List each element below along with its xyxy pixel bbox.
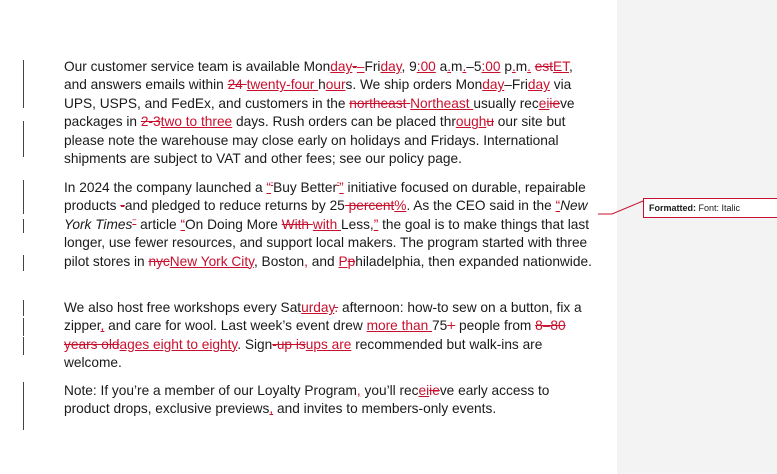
text-run: via UPS, USPS, and FedEx, and customers in the	[64, 77, 572, 111]
text-run: the goal is to make things that last longer, use fewer resources, and support local makers. The program started with three pilot stores in	[64, 216, 590, 269]
insertion: twenty-four	[246, 77, 319, 93]
deletion: "	[270, 182, 274, 189]
insertion: ,	[356, 383, 361, 398]
text-run: article	[136, 216, 181, 232]
insertion: :00	[416, 59, 436, 74]
paragraph-1[interactable]	[64, 58, 596, 168]
insertion: ”	[373, 216, 379, 232]
insertion: P	[338, 253, 348, 269]
change-bar	[23, 219, 24, 233]
deletion: ie	[549, 95, 561, 111]
insertion: two to three	[160, 114, 233, 130]
insertion: ei	[418, 383, 430, 398]
text-run: . As the CEO said in the	[406, 198, 556, 214]
insertion: %	[394, 198, 407, 214]
change-bar	[23, 60, 24, 108]
change-bar	[23, 300, 24, 316]
deletion: 2-3	[140, 114, 161, 130]
text-run: people from	[455, 318, 536, 334]
text-run: and care for wool. Last week’s event drew	[104, 318, 367, 334]
formatted-italic-text: New York Times	[64, 198, 588, 232]
deletion: +	[447, 318, 456, 334]
insertion: urday	[301, 300, 335, 315]
insertion: .	[511, 59, 516, 74]
insertion: :00	[481, 59, 501, 74]
text-run: days. Rush orders can be placed thr	[232, 114, 456, 130]
text-run: p	[500, 59, 512, 74]
formatting-balloon[interactable]	[643, 198, 777, 218]
text-run: hiladelphia, then expanded nationwide.	[355, 253, 592, 269]
insertion: ages eight to eighty	[119, 336, 238, 352]
text-run: Less,	[341, 216, 374, 232]
text-run: Buy Better	[273, 180, 338, 195]
text-run: , Boston	[253, 253, 305, 269]
text-run: Fri	[364, 59, 381, 74]
deletion: ie	[429, 383, 440, 398]
deletion: est	[534, 59, 554, 74]
paragraph-4[interactable]	[64, 382, 596, 419]
change-bar	[23, 382, 24, 430]
deletion: -up is	[272, 336, 306, 352]
text-run: a	[435, 59, 448, 74]
text-run: you’ll rec	[360, 383, 419, 398]
text-run: recommended but walk-ins are welcome.	[64, 336, 543, 371]
deletion: 24	[227, 77, 247, 93]
text-run: Our customer service team is available Mon	[64, 59, 331, 74]
markup-margin-pane	[617, 0, 777, 474]
insertion: ,	[269, 401, 274, 417]
insertion: .	[527, 59, 531, 74]
deletion: -	[120, 198, 125, 214]
deletion: northeast	[349, 95, 411, 111]
insertion: day	[482, 77, 505, 93]
text-run: afternoon: how-to sew on a button, fix a zipper	[64, 300, 582, 334]
text-run: and pledged to reduce returns by 25	[124, 198, 345, 214]
insertion: ei	[538, 95, 550, 111]
text-run: –Fri	[504, 77, 528, 93]
insertion: ET	[553, 59, 570, 74]
insertion: with	[312, 216, 341, 232]
insertion: ””	[132, 219, 137, 226]
insertion: New York City	[169, 253, 254, 269]
text-run: In 2024 the company launched a	[64, 180, 267, 195]
insertion: “	[555, 198, 561, 214]
change-bar	[23, 255, 24, 271]
text-run: On Doing More	[185, 216, 282, 232]
change-bar	[23, 318, 24, 336]
insertion: .	[447, 59, 452, 74]
balloon-label: Formatted:	[649, 203, 696, 213]
text-run: initiative focused on durable, repairable products	[64, 180, 586, 214]
change-bar	[23, 121, 24, 157]
insertion: “	[266, 180, 271, 195]
deletion: 8–80 years old	[64, 318, 566, 352]
text-run: ,	[569, 59, 573, 74]
text-run: ve packages in	[64, 95, 575, 130]
deletion: With	[281, 216, 313, 232]
insertion: day	[527, 77, 550, 93]
insertion: our	[325, 77, 346, 93]
text-run: 75	[432, 318, 448, 334]
deletion: .	[334, 300, 339, 315]
insertion: more than	[366, 318, 433, 334]
text-run: and	[307, 253, 339, 269]
insertion: ough	[455, 114, 487, 130]
text-run: m	[451, 59, 463, 74]
text-run: and invites to members-only events.	[273, 401, 497, 417]
deletion: p	[347, 253, 356, 269]
text-run: usually rec	[473, 95, 539, 111]
deletion: nyc	[148, 253, 170, 269]
deletion: u	[486, 114, 494, 130]
deletion: percent	[344, 198, 395, 214]
text-run: Note: If you’re a member of our Loyalty Program	[64, 383, 357, 398]
insertion: ,	[304, 253, 308, 269]
balloon-text: Font: Italic	[696, 203, 741, 213]
insertion: “	[180, 216, 186, 232]
deletion: "	[337, 182, 340, 189]
text-run: . Sign	[237, 336, 273, 352]
insertion: .	[462, 59, 467, 74]
insertion: day	[330, 59, 353, 74]
text-run: –5	[466, 59, 482, 74]
insertion: ups are	[305, 336, 352, 352]
text-run: , 9	[401, 59, 417, 74]
paragraph-2[interactable]	[64, 179, 596, 271]
text-run: h	[318, 77, 326, 93]
insertion: –	[356, 59, 365, 74]
change-bar	[23, 180, 24, 214]
text-run: our site but please note the warehouse may close early on holidays and Fridays. International shipments are subject to VAT and other fees; see our policy page.	[64, 114, 566, 167]
insertion: Northeast	[410, 95, 474, 111]
text-run: We also host free workshops every Sat	[64, 300, 302, 315]
text-run: and answers emails within	[64, 77, 228, 93]
deletion: -	[352, 59, 357, 74]
text-run: m	[515, 59, 528, 74]
text-run: ve early access to product drops, exclusive previews	[64, 383, 550, 417]
insertion: day	[380, 59, 402, 74]
text-run: s. We ship orders Mon	[345, 77, 483, 93]
insertion: ”	[339, 180, 344, 195]
insertion: ,	[100, 318, 105, 334]
paragraph-3[interactable]	[64, 299, 596, 373]
change-bar	[23, 337, 24, 355]
